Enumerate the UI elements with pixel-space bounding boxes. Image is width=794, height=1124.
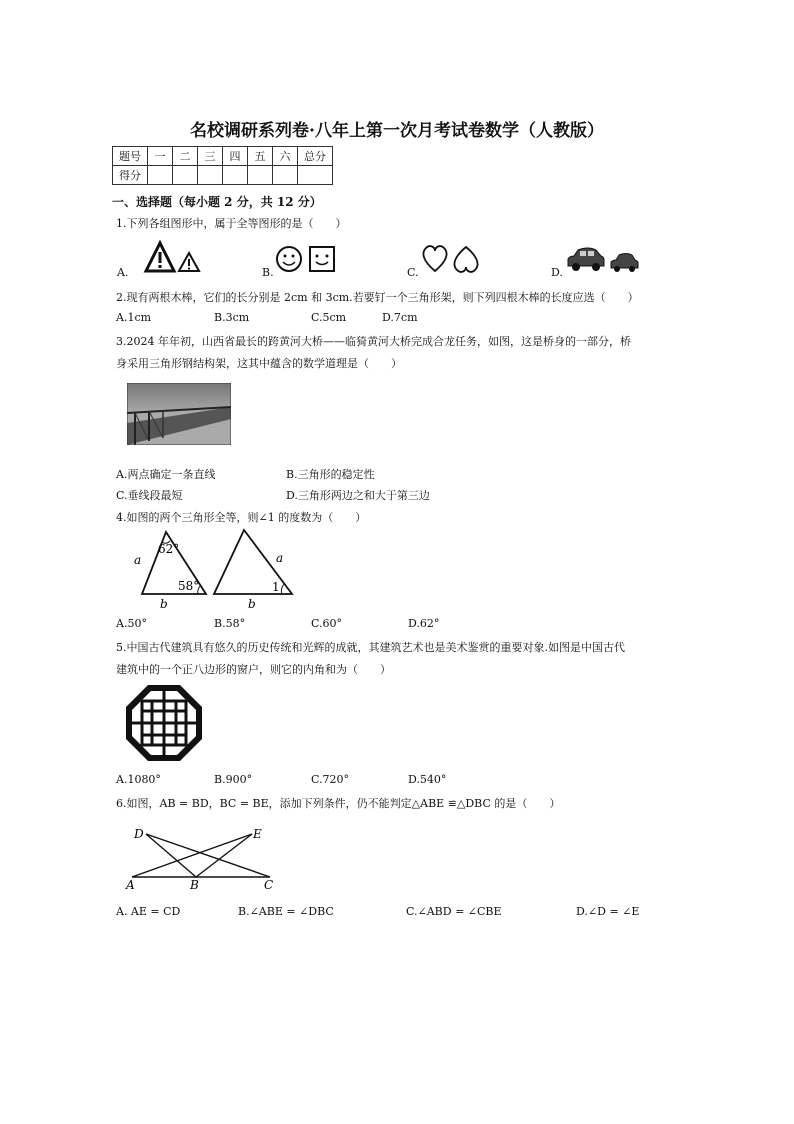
side-b-label: b xyxy=(160,597,168,611)
table-cell: 一 xyxy=(148,147,173,166)
congruent-triangles-figure xyxy=(126,528,306,612)
option-d[interactable]: D.540° xyxy=(408,773,447,786)
hearts-icon xyxy=(420,243,484,275)
angle-58-label: 58° xyxy=(178,579,200,593)
table-cell: 四 xyxy=(223,147,248,166)
option-d[interactable]: D.∠D = ∠E xyxy=(576,905,640,918)
option-b[interactable]: B.3cm xyxy=(214,311,250,324)
question-3-line-1: 3.2024 年年初，山西省最长的跨黄河大桥——临猗黄河大桥完成合龙任务，如图，这是桥身的一部分，桥 xyxy=(116,335,631,348)
question-3-line-2: 身采用三角形钢结构架，这其中蕴含的数学道理是（ ） xyxy=(116,357,402,370)
question-4: 4.如图的两个三角形全等，则∠1 的度数为（ ） xyxy=(116,511,367,524)
option-d[interactable]: D.7cm xyxy=(382,311,418,324)
point-c-label: C xyxy=(264,878,274,892)
score-input-cell[interactable] xyxy=(248,166,273,185)
score-input-cell[interactable] xyxy=(198,166,223,185)
bridge-photo xyxy=(127,383,231,445)
option-a[interactable]: A.1cm xyxy=(116,311,152,324)
table-cell: 三 xyxy=(198,147,223,166)
option-c[interactable]: C.60° xyxy=(311,617,343,630)
score-input-cell[interactable] xyxy=(173,166,198,185)
option-c[interactable]: C.∠ABD = ∠CBE xyxy=(406,905,502,918)
table-cell: 得分 xyxy=(113,166,148,185)
section-heading: 一、选择题（每小题 2 分，共 12 分） xyxy=(112,195,322,209)
side-a-label: a xyxy=(134,553,142,567)
option-d[interactable]: D.62° xyxy=(408,617,440,630)
question-5-line-1: 5.中国古代建筑具有悠久的历史传统和光辉的成就，其建筑艺术也是美术鉴赏的重要对象.如图是中国古代 xyxy=(116,641,625,654)
warning-triangles-icon xyxy=(143,238,203,274)
score-input-cell[interactable] xyxy=(148,166,173,185)
table-cell: 总分 xyxy=(298,147,333,166)
cars-icon xyxy=(566,246,642,274)
angle-62-label: 62° xyxy=(158,542,180,556)
score-table-header-row xyxy=(113,147,333,166)
score-input-cell[interactable] xyxy=(223,166,248,185)
option-c-label[interactable]: C. xyxy=(407,266,419,279)
smiley-faces-icon xyxy=(275,244,339,274)
option-c[interactable]: C.垂线段最短 xyxy=(116,489,183,502)
page-title: 名校调研系列卷·八年上第一次月考试卷数学（人教版） xyxy=(190,121,604,141)
point-d-label: D xyxy=(134,827,144,841)
point-b-label: B xyxy=(190,878,199,892)
point-e-label: E xyxy=(253,827,262,841)
question-5-line-2: 建筑中的一个正八边形的窗户，则它的内角和为（ ） xyxy=(116,663,391,676)
table-cell: 六 xyxy=(273,147,298,166)
score-table xyxy=(112,146,333,185)
table-cell: 题号 xyxy=(113,147,148,166)
option-b[interactable]: B.三角形的稳定性 xyxy=(286,468,375,481)
option-a[interactable]: A.50° xyxy=(116,617,147,630)
table-cell: 五 xyxy=(248,147,273,166)
question-6: 6.如图，AB = BD，BC = BE，添加下列条件，仍不能判定△ABE ≌△DBC 的是（ ） xyxy=(116,797,561,810)
option-b[interactable]: B.58° xyxy=(214,617,246,630)
geometry-abc-de-figure xyxy=(124,822,284,892)
score-table-score-row xyxy=(113,166,333,185)
octagon-window-figure xyxy=(125,684,203,762)
option-b[interactable]: B.∠ABE = ∠DBC xyxy=(238,905,334,918)
side-a-label-2: a xyxy=(276,551,284,565)
option-d[interactable]: D.三角形两边之和大于第三边 xyxy=(286,489,430,502)
option-d-label[interactable]: D. xyxy=(551,266,563,279)
option-a[interactable]: A. AE = CD xyxy=(116,905,181,918)
point-a-label: A xyxy=(126,878,135,892)
side-b-label-2: b xyxy=(248,597,256,611)
question-1: 1.下列各组图形中，属于全等图形的是（ ） xyxy=(116,217,347,230)
option-a[interactable]: A.两点确定一条直线 xyxy=(116,468,216,481)
score-input-cell[interactable] xyxy=(298,166,333,185)
option-c[interactable]: C.5cm xyxy=(311,311,347,324)
option-b-label[interactable]: B. xyxy=(262,266,274,279)
option-a[interactable]: A.1080° xyxy=(116,773,161,786)
question-2: 2.现有两根木棒，它们的长分别是 2cm 和 3cm.若要钉一个三角形架，则下列四根木棒的长度应选（ ） xyxy=(116,291,639,304)
angle-1-label: 1 xyxy=(272,580,280,594)
option-c[interactable]: C.720° xyxy=(311,773,350,786)
table-cell: 二 xyxy=(173,147,198,166)
option-a-label[interactable]: A. xyxy=(117,266,129,279)
score-input-cell[interactable] xyxy=(273,166,298,185)
option-b[interactable]: B.900° xyxy=(214,773,253,786)
